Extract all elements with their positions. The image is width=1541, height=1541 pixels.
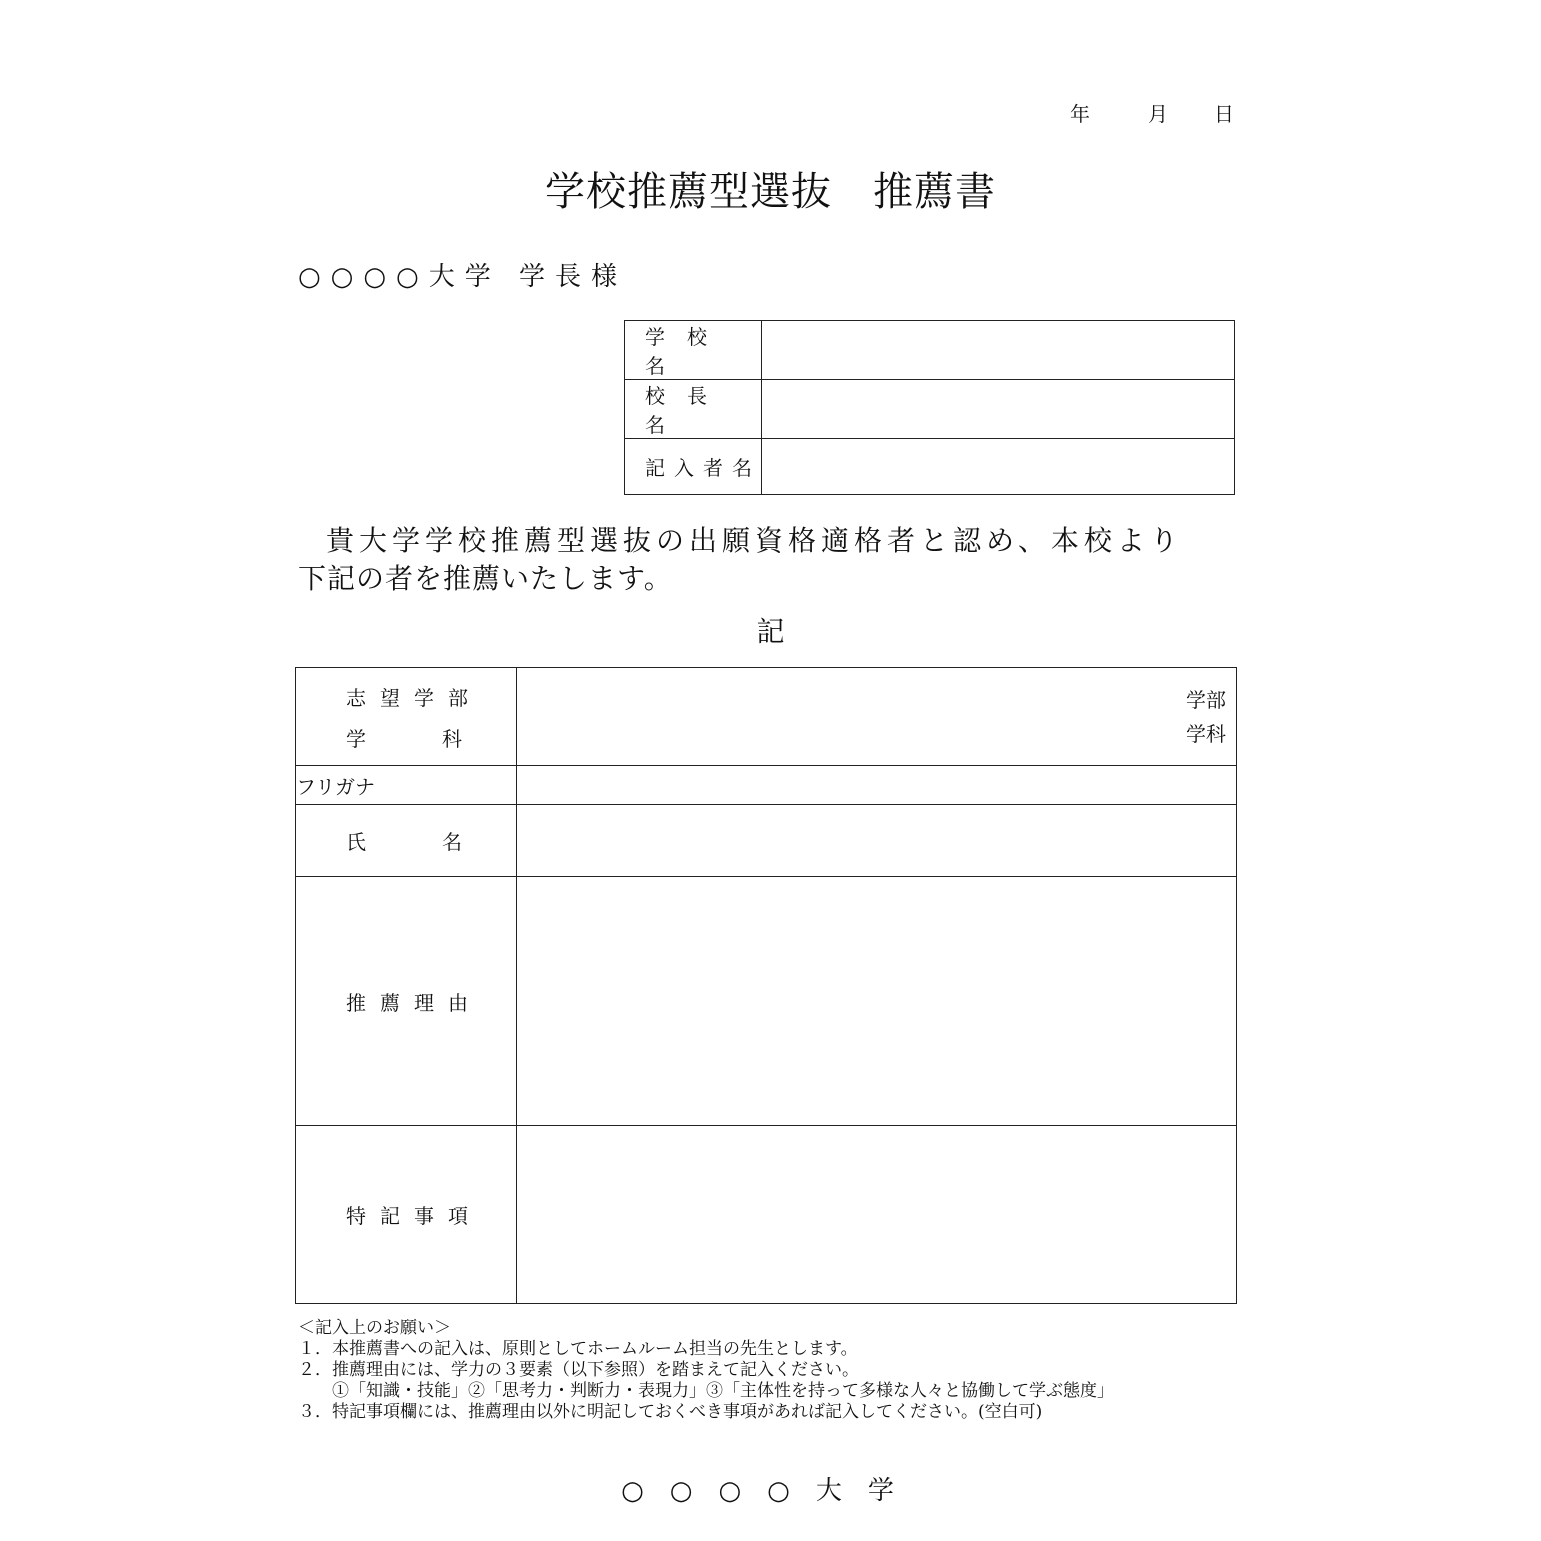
date-month: 月	[1148, 102, 1168, 126]
instructions	[298, 1318, 1114, 1423]
ki-heading: 記	[756, 615, 785, 648]
reason-row	[296, 877, 1237, 1126]
instruction-3: ３．特記事項欄には、推薦理由以外に明記しておくべき事項があれば記入してください。(空白可)	[298, 1402, 1043, 1422]
statement-line-1: 貴大学学校推薦型選抜の出願資格適格者と認め、本校より	[326, 524, 1183, 557]
dept-label-b: 科	[442, 726, 462, 751]
instruction-2: ２．推薦理由には、学力の３要素（以下参照）を踏まえて記入ください。	[298, 1360, 859, 1380]
instruction-2-detail: ①「知識・技能」②「思考力・判断力・表現力」③「主体性を持って多様な人々と協働して学ぶ態度」	[332, 1381, 1114, 1401]
furigana-field[interactable]	[517, 766, 1237, 805]
furigana-row	[296, 766, 1237, 805]
writer-name-field[interactable]	[762, 439, 1235, 495]
candidate-table	[295, 667, 1237, 1304]
school-info-table	[624, 320, 1235, 495]
addressee: ○○○○大学 学長様	[298, 262, 628, 292]
footer-university: ○○○○大学	[621, 1476, 920, 1506]
name-field[interactable]	[517, 805, 1237, 877]
name-label-b: 名	[442, 830, 462, 854]
reason-label: 推薦理由	[346, 990, 482, 1015]
notes-field[interactable]	[517, 1126, 1237, 1304]
department-row	[296, 668, 1237, 766]
reason-field[interactable]	[517, 877, 1237, 1126]
department-field[interactable]	[517, 668, 1237, 766]
date-line	[1070, 98, 1234, 127]
statement-line-2: 下記の者を推薦いたします。	[298, 562, 673, 595]
notes-label: 特記事項	[346, 1204, 482, 1228]
furigana-label: フリガナ	[296, 766, 517, 805]
date-day: 日	[1214, 102, 1234, 126]
school-name-label: 学校名	[645, 325, 729, 378]
recommendation-statement	[298, 522, 1238, 598]
name-label-a: 氏	[346, 830, 366, 854]
writer-name-label: 記入者名	[645, 456, 761, 480]
date-year: 年	[1070, 102, 1090, 126]
principal-name-label: 校長名	[645, 384, 729, 437]
instruction-1: １．本推薦書への記入は、原則としてホームルーム担当の先生とします。	[298, 1339, 858, 1359]
writer-name-row	[625, 439, 1235, 495]
principal-name-row	[625, 380, 1235, 439]
principal-name-field[interactable]	[762, 380, 1235, 439]
name-row	[296, 805, 1237, 877]
notes-row	[296, 1126, 1237, 1304]
dept-unit: 学科	[1186, 721, 1226, 746]
school-name-row	[625, 321, 1235, 380]
dept-label-a: 学	[346, 726, 366, 751]
page-title: 学校推薦型選抜 推薦書	[545, 169, 996, 215]
instructions-heading: ＜記入上のお願い＞	[298, 1318, 451, 1338]
faculty-unit: 学部	[1186, 687, 1226, 712]
department-label: 志望学部	[346, 685, 482, 710]
school-name-field[interactable]	[762, 321, 1235, 380]
